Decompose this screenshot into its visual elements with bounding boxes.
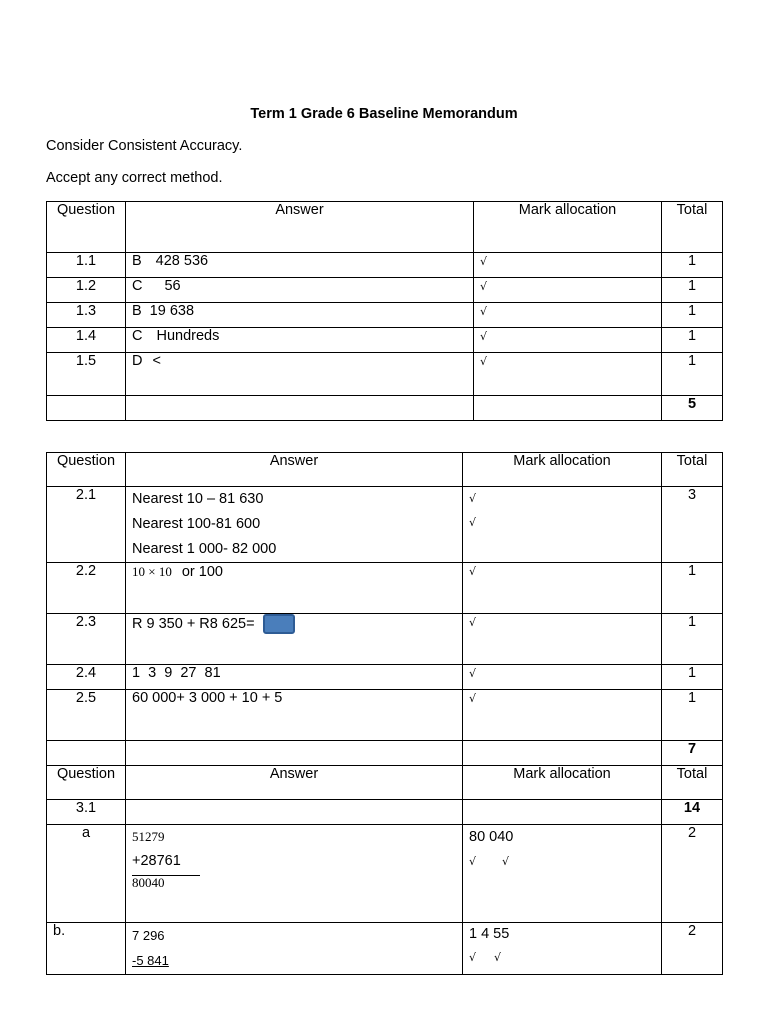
tick-icon: √ [469, 951, 477, 964]
mark-cell [463, 614, 662, 665]
question-number: 1.2 [47, 278, 126, 303]
tick-icon: √ [469, 516, 477, 529]
header-question: Question [47, 766, 126, 800]
mark-cell [474, 253, 662, 278]
total-cell: 3 [662, 487, 723, 563]
header-answer: Answer [126, 766, 463, 800]
answer-cell [126, 923, 463, 975]
total-cell: 2 [662, 923, 723, 975]
question-number: 1.1 [47, 253, 126, 278]
addend-2: +28761 [132, 853, 181, 869]
answer-cell: 1 3 9 27 81 [126, 665, 463, 690]
total-cell: 1 [662, 690, 723, 741]
mark-cell [474, 353, 662, 396]
section-total: 7 [662, 741, 723, 766]
answer-value: 19 638 [149, 303, 195, 319]
tick-icon: √ [469, 616, 477, 629]
header-mark: Mark allocation [463, 453, 662, 487]
table-row [47, 278, 723, 303]
table-row [47, 690, 723, 741]
question-number: 2.2 [47, 563, 126, 614]
question-number: 3.1 [47, 800, 126, 825]
intro-line-1: Consider Consistent Accuracy. [46, 138, 243, 154]
tick-icon: √ [480, 280, 488, 293]
table-row [47, 563, 723, 614]
answer-letter: C [132, 278, 143, 294]
tick-icon: √ [469, 855, 477, 868]
answer-cell [126, 328, 474, 353]
table-row [47, 825, 723, 923]
answer-value: Hundreds [156, 328, 220, 344]
answer-value: < [152, 353, 161, 369]
total-cell: 1 [662, 614, 723, 665]
table-row [47, 303, 723, 328]
tick-icon: √ [480, 330, 488, 343]
total-cell: 1 [662, 353, 723, 396]
header-total: Total [662, 453, 723, 487]
table-row [47, 328, 723, 353]
mark-cell [463, 487, 662, 563]
mark-cell [474, 303, 662, 328]
header-question: Question [47, 453, 126, 487]
answer-letter: B [132, 253, 142, 269]
answer-cell [126, 253, 474, 278]
sum-row [47, 396, 723, 421]
total-cell: 1 [662, 328, 723, 353]
header-row [47, 453, 723, 487]
tick-icon: √ [480, 355, 488, 368]
table-row [47, 614, 723, 665]
question-number: b. [47, 923, 126, 975]
total-cell: 1 [662, 563, 723, 614]
total-cell: 1 [662, 253, 723, 278]
mark-value: 1 4 55 [469, 926, 510, 942]
table-row [47, 800, 723, 825]
question-number: 2.4 [47, 665, 126, 690]
header-total: Total [662, 202, 723, 253]
mark-cell [463, 923, 662, 975]
header-row [47, 202, 723, 253]
answer-line: Nearest 1 000- 82 000 [132, 541, 277, 557]
answer-value: 56 [164, 278, 181, 294]
mark-cell [474, 278, 662, 303]
question-number: 1.5 [47, 353, 126, 396]
answer-value: or 100 [181, 564, 223, 580]
answer-line: Nearest 100-81 600 [132, 516, 261, 532]
total-cell: 14 [662, 800, 723, 825]
answer-cell [126, 614, 463, 665]
total-cell: 1 [662, 278, 723, 303]
mark-cell [463, 825, 662, 923]
tick-icon: √ [502, 855, 510, 868]
answer-cell [126, 563, 463, 614]
answer-line: Nearest 10 – 81 630 [132, 491, 264, 507]
answer-letter: C [132, 328, 143, 344]
answer-cell [126, 278, 474, 303]
answer-value: R 9 350 + R8 625= [132, 615, 255, 632]
subtrahend: -5 841 [132, 953, 169, 968]
tick-icon: √ [480, 305, 488, 318]
answer-expression: 10 × 10 [132, 564, 172, 579]
page-title: Term 1 Grade 6 Baseline Memorandum [250, 106, 518, 122]
table-row [47, 353, 723, 396]
total-cell: 2 [662, 825, 723, 923]
header-answer: Answer [126, 453, 463, 487]
question-number: a [47, 825, 126, 923]
question-number: 1.3 [47, 303, 126, 328]
addend-1: 51279 [132, 829, 165, 844]
question-number: 2.3 [47, 614, 126, 665]
header-row [47, 766, 723, 800]
intro-line-2: Accept any correct method. [46, 170, 223, 186]
answer-cell [126, 487, 463, 563]
header-question: Question [47, 202, 126, 253]
table-row [47, 923, 723, 975]
answer-letter: D [132, 353, 143, 369]
header-answer: Answer [126, 202, 474, 253]
tick-icon: √ [469, 667, 477, 680]
tick-icon: √ [469, 692, 477, 705]
total-cell: 1 [662, 665, 723, 690]
tick-icon: √ [469, 565, 477, 578]
answer-value: 428 536 [155, 253, 209, 269]
answer-cell [126, 303, 474, 328]
table-row [47, 487, 723, 563]
mark-cell [463, 690, 662, 741]
tick-icon: √ [480, 255, 488, 268]
tick-icon: √ [469, 492, 477, 505]
section-2-table [46, 452, 723, 975]
tick-icon: √ [494, 951, 502, 964]
question-number: 2.1 [47, 487, 126, 563]
sum-result: 80040 [132, 875, 165, 890]
section-1-table [46, 201, 723, 421]
answer-cell [126, 825, 463, 923]
mark-value: 80 040 [469, 829, 514, 845]
total-cell: 1 [662, 303, 723, 328]
mark-cell [463, 563, 662, 614]
section-total: 5 [662, 396, 723, 421]
question-number: 1.4 [47, 328, 126, 353]
mark-cell [463, 665, 662, 690]
answer-cell: 60 000+ 3 000 + 10 + 5 [126, 690, 463, 741]
header-mark: Mark allocation [474, 202, 662, 253]
header-total: Total [662, 766, 723, 800]
table-row [47, 665, 723, 690]
answer-placeholder-box [263, 614, 295, 634]
mark-cell [474, 328, 662, 353]
question-number: 2.5 [47, 690, 126, 741]
header-mark: Mark allocation [463, 766, 662, 800]
answer-letter: B [132, 303, 142, 319]
answer-cell [126, 353, 474, 396]
minuend: 7 296 [132, 928, 165, 943]
sum-row [47, 741, 723, 766]
table-row [47, 253, 723, 278]
